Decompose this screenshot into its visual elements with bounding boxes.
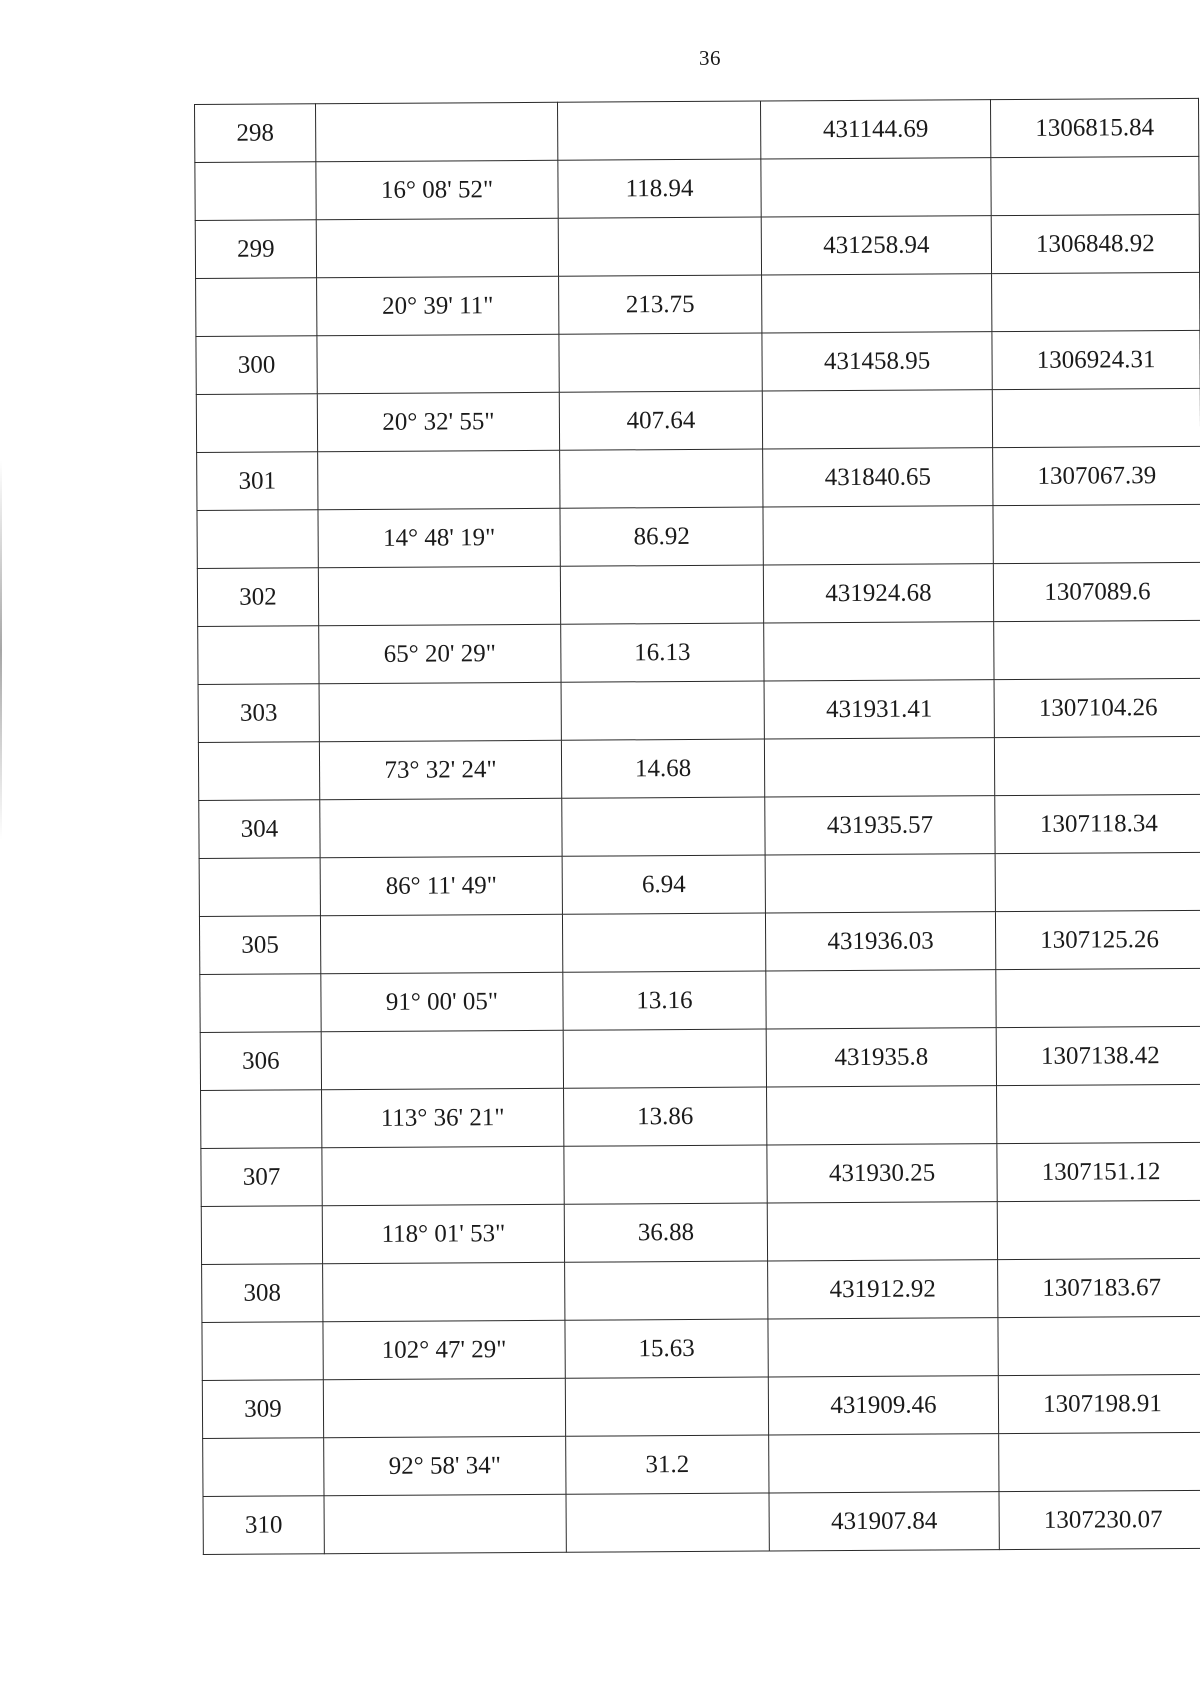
bearing-cell: 73° 32' 24"	[319, 740, 561, 799]
point-cell: 306	[200, 1032, 321, 1091]
easting-cell	[991, 156, 1199, 215]
northing-cell: 431258.94	[761, 216, 991, 275]
northing-cell	[768, 1318, 998, 1377]
leg-row	[198, 736, 1200, 800]
point-cell: 302	[197, 568, 318, 627]
point-cell: 299	[195, 220, 316, 279]
point-cell	[200, 974, 321, 1033]
leg-row	[199, 852, 1200, 916]
easting-cell: 1307230.07	[999, 1490, 1200, 1549]
northing-cell	[765, 854, 995, 913]
distance-cell: 13.16	[563, 971, 766, 1030]
northing-cell: 431912.92	[768, 1260, 998, 1319]
northing-cell	[769, 1434, 999, 1493]
leg-row	[197, 504, 1200, 568]
easting-cell: 1307104.26	[994, 678, 1200, 737]
point-row	[197, 562, 1200, 626]
bearing-cell: 86° 11' 49"	[320, 856, 562, 915]
easting-cell: 1306848.92	[991, 214, 1199, 273]
bearing-cell	[318, 450, 560, 509]
distance-cell	[560, 565, 763, 624]
point-row	[200, 1026, 1200, 1090]
distance-cell: 15.63	[565, 1319, 768, 1378]
bearing-cell	[319, 682, 561, 741]
point-row	[198, 678, 1200, 742]
northing-cell: 431924.68	[763, 564, 993, 623]
distance-cell	[562, 797, 765, 856]
point-cell: 303	[198, 684, 319, 743]
bearing-cell	[322, 1146, 564, 1205]
leg-row	[200, 968, 1200, 1032]
leg-row	[203, 1432, 1200, 1496]
northing-cell: 431840.65	[763, 448, 993, 507]
distance-cell: 14.68	[561, 739, 764, 798]
survey-table-container	[194, 98, 1200, 1555]
easting-cell: 1306924.31	[992, 330, 1200, 389]
bearing-cell: 16° 08' 52"	[316, 160, 558, 219]
distance-cell	[564, 1145, 767, 1204]
point-cell: 304	[199, 800, 320, 859]
point-cell	[196, 394, 317, 453]
northing-cell: 431935.57	[765, 796, 995, 855]
northing-cell	[764, 738, 994, 797]
northing-cell	[761, 158, 991, 217]
bearing-cell: 20° 32' 55"	[317, 392, 559, 451]
point-row	[199, 910, 1200, 974]
point-cell: 309	[202, 1380, 323, 1439]
leg-row	[198, 620, 1200, 684]
point-row	[201, 1142, 1200, 1206]
bearing-cell	[317, 334, 559, 393]
point-cell	[197, 510, 318, 569]
easting-cell: 1307067.39	[993, 446, 1200, 505]
northing-cell: 431931.41	[764, 680, 994, 739]
northing-cell	[766, 970, 996, 1029]
northing-cell: 431930.25	[767, 1144, 997, 1203]
point-cell	[199, 858, 320, 917]
easting-cell	[997, 1200, 1200, 1259]
bearing-cell	[320, 914, 562, 973]
point-row	[195, 98, 1199, 162]
survey-coordinates-table	[194, 98, 1200, 1555]
bearing-cell	[324, 1494, 566, 1553]
bearing-cell: 65° 20' 29"	[319, 624, 561, 683]
page-number: 36	[699, 46, 721, 70]
distance-cell: 13.86	[564, 1087, 767, 1146]
northing-cell: 431144.69	[760, 100, 990, 159]
distance-cell	[560, 449, 763, 508]
point-cell	[201, 1090, 322, 1149]
distance-cell	[559, 333, 762, 392]
point-cell: 301	[197, 452, 318, 511]
distance-cell: 118.94	[558, 159, 761, 218]
northing-cell	[763, 506, 993, 565]
northing-cell: 431935.8	[766, 1028, 996, 1087]
point-row	[203, 1490, 1200, 1554]
distance-cell	[562, 913, 765, 972]
bearing-cell: 91° 00' 05"	[321, 972, 563, 1031]
distance-cell	[566, 1493, 769, 1552]
point-cell: 310	[203, 1496, 324, 1555]
bearing-cell	[320, 798, 562, 857]
survey-table-body	[195, 98, 1200, 1554]
northing-cell	[764, 622, 994, 681]
leg-row	[196, 388, 1200, 452]
bearing-cell: 118° 01' 53"	[322, 1204, 564, 1263]
bearing-cell	[316, 218, 558, 277]
distance-cell: 407.64	[559, 391, 762, 450]
point-row	[195, 214, 1199, 278]
point-row	[196, 330, 1200, 394]
easting-cell	[994, 736, 1200, 795]
point-cell: 305	[199, 916, 320, 975]
northing-cell	[767, 1086, 997, 1145]
distance-cell	[563, 1029, 766, 1088]
point-cell: 308	[202, 1264, 323, 1323]
northing-cell: 431909.46	[768, 1376, 998, 1435]
distance-cell: 6.94	[562, 855, 765, 914]
point-row	[202, 1258, 1200, 1322]
bearing-cell: 20° 39' 11"	[317, 276, 559, 335]
bearing-cell	[321, 1030, 563, 1089]
leg-row	[196, 272, 1200, 336]
distance-cell: 36.88	[564, 1203, 767, 1262]
point-cell	[202, 1322, 323, 1381]
scan-edge-shadow	[0, 460, 2, 840]
northing-cell	[762, 390, 992, 449]
easting-cell: 1307138.42	[996, 1026, 1200, 1085]
leg-row	[195, 156, 1199, 220]
point-row	[199, 794, 1200, 858]
easting-cell	[998, 1316, 1200, 1375]
leg-row	[201, 1084, 1200, 1148]
easting-cell: 1307125.26	[995, 910, 1200, 969]
bearing-cell: 14° 48' 19"	[318, 508, 560, 567]
distance-cell: 213.75	[559, 275, 762, 334]
northing-cell	[767, 1202, 997, 1261]
point-cell	[203, 1438, 324, 1497]
easting-cell: 1306815.84	[990, 98, 1198, 157]
leg-row	[202, 1316, 1200, 1380]
northing-cell	[762, 274, 992, 333]
bearing-cell	[318, 566, 560, 625]
northing-cell: 431907.84	[769, 1492, 999, 1551]
distance-cell	[557, 101, 760, 160]
easting-cell	[995, 852, 1200, 911]
point-cell	[201, 1206, 322, 1265]
easting-cell: 1307118.34	[995, 794, 1200, 853]
leg-row	[201, 1200, 1200, 1264]
point-cell	[195, 162, 316, 221]
easting-cell	[996, 968, 1200, 1027]
bearing-cell	[323, 1378, 565, 1437]
easting-cell	[992, 388, 1200, 447]
distance-cell: 16.13	[561, 623, 764, 682]
easting-cell	[999, 1432, 1200, 1491]
point-row	[197, 446, 1200, 510]
bearing-cell: 113° 36' 21"	[322, 1088, 564, 1147]
point-cell: 298	[195, 104, 316, 163]
point-row	[202, 1374, 1200, 1438]
easting-cell	[992, 272, 1200, 331]
point-cell	[196, 278, 317, 337]
distance-cell	[565, 1377, 768, 1436]
easting-cell	[997, 1084, 1200, 1143]
distance-cell: 86.92	[560, 507, 763, 566]
easting-cell	[994, 620, 1200, 679]
northing-cell: 431936.03	[765, 912, 995, 971]
easting-cell: 1307198.91	[998, 1374, 1200, 1433]
bearing-cell	[323, 1262, 565, 1321]
easting-cell: 1307151.12	[997, 1142, 1200, 1201]
point-cell: 300	[196, 336, 317, 395]
point-cell	[198, 626, 319, 685]
distance-cell	[561, 681, 764, 740]
point-cell	[198, 742, 319, 801]
easting-cell: 1307183.67	[998, 1258, 1200, 1317]
distance-cell: 31.2	[566, 1435, 769, 1494]
distance-cell	[558, 217, 761, 276]
easting-cell	[993, 504, 1200, 563]
bearing-cell	[316, 102, 558, 161]
easting-cell: 1307089.6	[993, 562, 1200, 621]
point-cell: 307	[201, 1148, 322, 1207]
bearing-cell: 102° 47' 29"	[323, 1320, 565, 1379]
bearing-cell: 92° 58' 34"	[324, 1436, 566, 1495]
northing-cell: 431458.95	[762, 332, 992, 391]
distance-cell	[565, 1261, 768, 1320]
